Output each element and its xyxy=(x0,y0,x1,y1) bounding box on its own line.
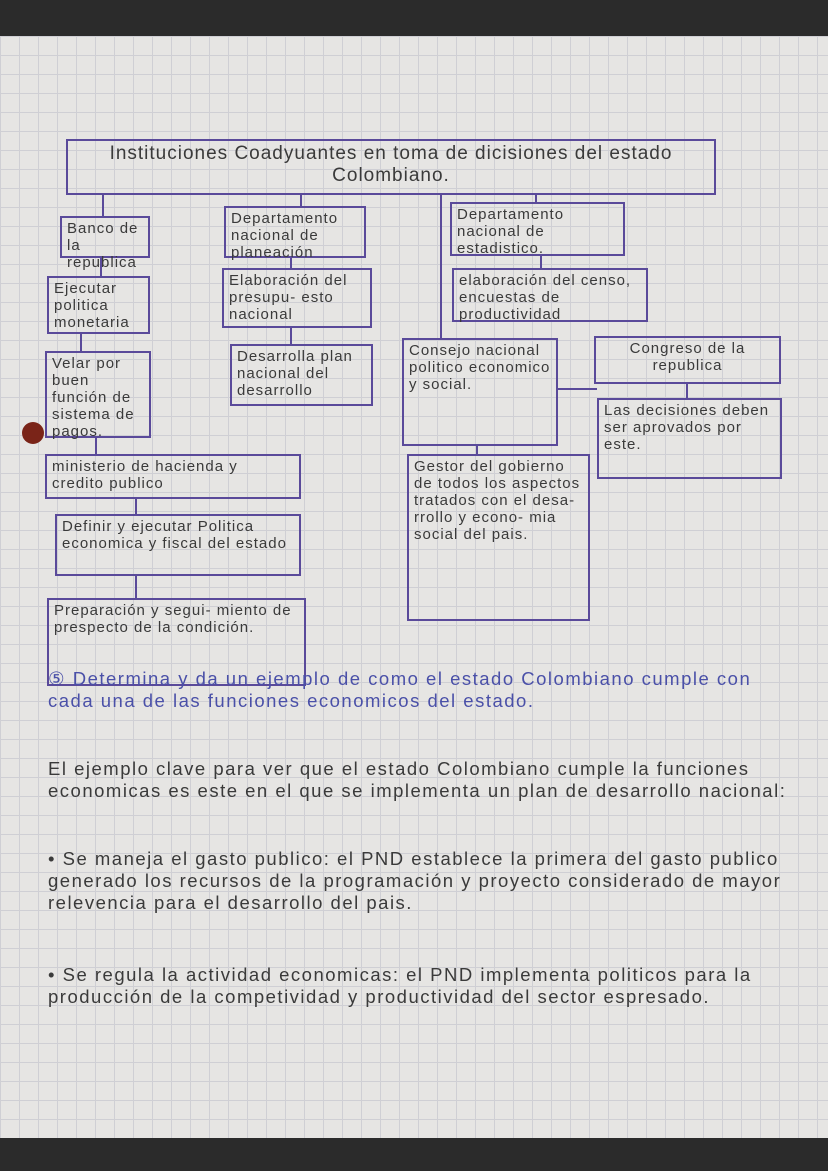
answer-intro: El ejemplo clave para ver que el estado Colombiano cumple la funciones economicas es este en el que se implementa un plan de desarrollo nacional: xyxy=(48,758,787,801)
connector xyxy=(440,195,442,338)
node-decisiones: Las decisiones deben ser aprovados por este. xyxy=(597,398,782,479)
connector xyxy=(95,438,97,454)
connector xyxy=(557,388,597,390)
node-preparacion: Preparación y segui- miento de prespecto de la condición. xyxy=(47,598,306,686)
notebook-page xyxy=(0,36,828,1138)
node-congreso: Congreso de la republica xyxy=(594,336,781,384)
diagram-title: Instituciones Coadyuantes en toma de dicisiones del estado Colombiano. xyxy=(66,139,716,195)
node-censo: elaboración del censo, encuestas de productividad xyxy=(452,268,648,322)
connector xyxy=(686,384,688,398)
connector xyxy=(135,499,137,514)
node-estadistico: Departamento nacional de estadistico. xyxy=(450,202,625,256)
margin-dot xyxy=(22,422,44,444)
connector xyxy=(102,195,104,217)
node-ejecutar: Ejecutar politica monetaria xyxy=(47,276,150,334)
question-text: ⑤ Determina y da un ejemplo de como el estado Colombiano cumple con cada una de las funciones economicos del estado. xyxy=(48,668,752,711)
node-ministerio: ministerio de hacienda y credito publico xyxy=(45,454,301,499)
answer-bullet-1: • Se maneja el gasto publico: el PND establece la primera del gasto publico generado los recursos de la programación y proyecto considerado de mayor relevencia para el desarrollo del pais. xyxy=(48,848,782,913)
node-definir: Definir y ejecutar Politica economica y fiscal del estado xyxy=(55,514,301,576)
node-velar: Velar por buen función de sistema de pagos. xyxy=(45,351,151,438)
connector xyxy=(80,334,82,352)
node-presupuesto: Elaboración del presupu- esto nacional xyxy=(222,268,372,328)
answer-bullet-2: • Se regula la actividad economicas: el PND implementa politicos para la producción de la competividad y productividad del sector espresado. xyxy=(48,964,752,1007)
node-gestor: Gestor del gobierno de todos los aspectos tratados con el desa- rrollo y econo- mia social del pais. xyxy=(407,454,590,621)
node-consejo: Consejo nacional politico economico y social. xyxy=(402,338,558,446)
connector xyxy=(135,576,137,598)
node-desarrolla: Desarrolla plan nacional del desarrollo xyxy=(230,344,373,406)
connector xyxy=(540,256,542,268)
node-planeacion: Departamento nacional de planeación xyxy=(224,206,366,258)
node-banco: Banco de la republica xyxy=(60,216,150,258)
connector xyxy=(290,328,292,344)
